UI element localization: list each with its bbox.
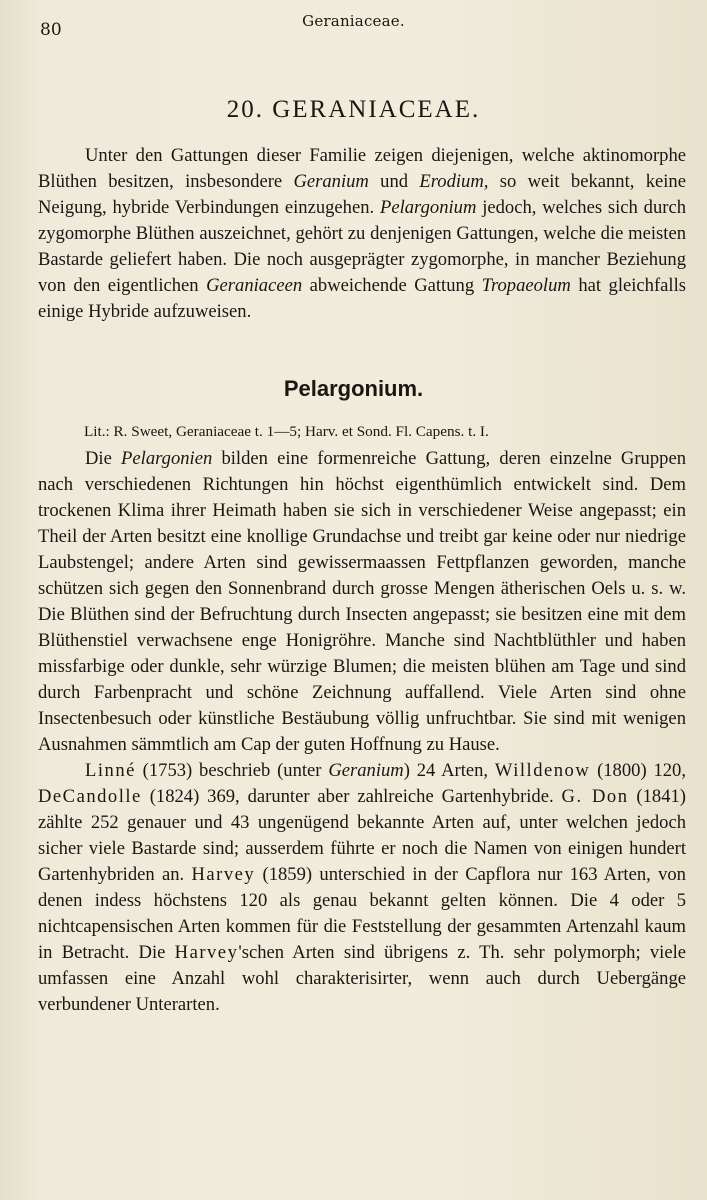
literature-reference: Lit.: R. Sweet, Geraniaceae t. 1—5; Harv. et Sond. Fl. Capens. t. I.	[84, 423, 489, 440]
paragraph-history	[38, 758, 686, 1018]
section-heading: Pelargonium.	[283, 376, 424, 401]
text-run: jedoch, welches sich durch zygomorphe Blüthen auszeichnet, gehört zu denjenigen Gattungen, welche die meisten Bastarde geliefert haben. Die noch ausgeprägter zygomorphe, in mancher Beziehung von den eigentlichen	[38, 197, 686, 296]
text-run: (1753) beschrieb (unter	[135, 760, 329, 781]
text-run: 'schen Arten sind übrigens z. Th. sehr polymorph; viele umfassen eine Anzahl wohl charakterisirter, wenn auch durch Uebergänge verbundener Unterarten.	[38, 942, 686, 1015]
taxon-name: Tropaeolum	[481, 275, 571, 296]
running-head	[0, 12, 707, 42]
paragraph-pelargonien	[38, 446, 686, 758]
chapter-heading: 20. GERANIACEAE.	[226, 96, 481, 123]
text-run: ) 24 Arten,	[403, 760, 495, 781]
text-run: (1824) 369, darunter aber zahlreiche Gartenhybride.	[141, 786, 562, 807]
text-run: hat gleichfalls einige Hybride aufzuweisen.	[38, 275, 686, 322]
taxon-name: Pelargonien	[121, 448, 213, 469]
text-run: (1841) zählte 252 genauer und 43 ungenügend bekannte Arten auf, unter welchen jedoch sicher viele Bastarde sind; ausserdem führte er noch die Namen von einigen hundert Gartenhybriden an.	[38, 786, 686, 885]
taxon-name: Erodium,	[419, 171, 489, 192]
body-text-block	[38, 446, 686, 1018]
taxon-name: Geranium	[328, 760, 404, 781]
taxon-name: Pelargonium	[379, 197, 477, 218]
text-run: Unter den Gattungen dieser Familie zeigen diejenigen, welche aktinomorphe Blüthen besitzen, insbesondere	[38, 145, 686, 192]
text-run: (1859) unterschied in der Capflora nur 163 Arten, von denen indess höchstens 120 als genau bekannt gelten können. Die 4 oder 5 nichtcapensischen Arten kommen für die Feststellung der gesammten Artenzahl kaum in Betracht. Die	[38, 864, 686, 963]
running-title: Geraniaceae.	[302, 12, 405, 30]
author-name: DeCandolle	[38, 786, 142, 807]
text-run: so weit bekannt, keine Neigung, hybride Verbindungen einzugehen.	[38, 171, 686, 218]
text-run: (1800) 120,	[590, 760, 686, 781]
author-name: Linné	[85, 760, 136, 781]
text-run: Die	[85, 448, 122, 469]
taxon-name: Geraniaceen	[206, 275, 303, 296]
text-run: und	[368, 171, 420, 192]
author-name: G. Don	[561, 786, 629, 807]
text-run: bilden eine formenreiche Gattung, deren einzelne Gruppen nach verschiedenen Richtungen hin höchst eigenthümlich entwickelt sind. Dem trockenen Klima ihrer Heimath haben sie sich in verschiedener Weise angepasst; ein Theil der Arten besitzt eine knollige Grundachse und treibt gar keine oder nur niedrige Laubstengel; andere Arten sind gewissermaassen Fettpflanzen geworden, manche schützen sich gegen den Sonnenbrand durch grosse Mengen ätherischen Oels u. s. w. Die Blüthen sind der Befruchtung durch Insecten angepasst; sie besitzen eine mit dem Blüthenstiel verwachsene enge Honigröhre. Manche sind Nachtblüthler und haben missfarbige oder dunkle, sehr würzige Blumen; die meisten blühen am Tage und sind durch Farbenpracht und schöne Zeichnung auffallend. Viele Arten sind ohne Insectenbesuch oder künstliche Bestäubung völlig unfruchtbar. Sie sind mit wenigen Ausnahmen sämmtlich am Cap der guten Hoffnung zu Hause.	[38, 448, 686, 755]
author-name: Harvey	[191, 864, 256, 885]
intro-paragraph	[38, 143, 686, 325]
author-name: Harvey	[174, 942, 239, 963]
intro-paragraph-block	[38, 143, 686, 325]
text-run: abweichende Gattung	[302, 275, 482, 296]
taxon-name: Geranium	[293, 171, 369, 192]
page-number: 80	[40, 20, 62, 40]
author-name: Willdenow	[494, 760, 591, 781]
